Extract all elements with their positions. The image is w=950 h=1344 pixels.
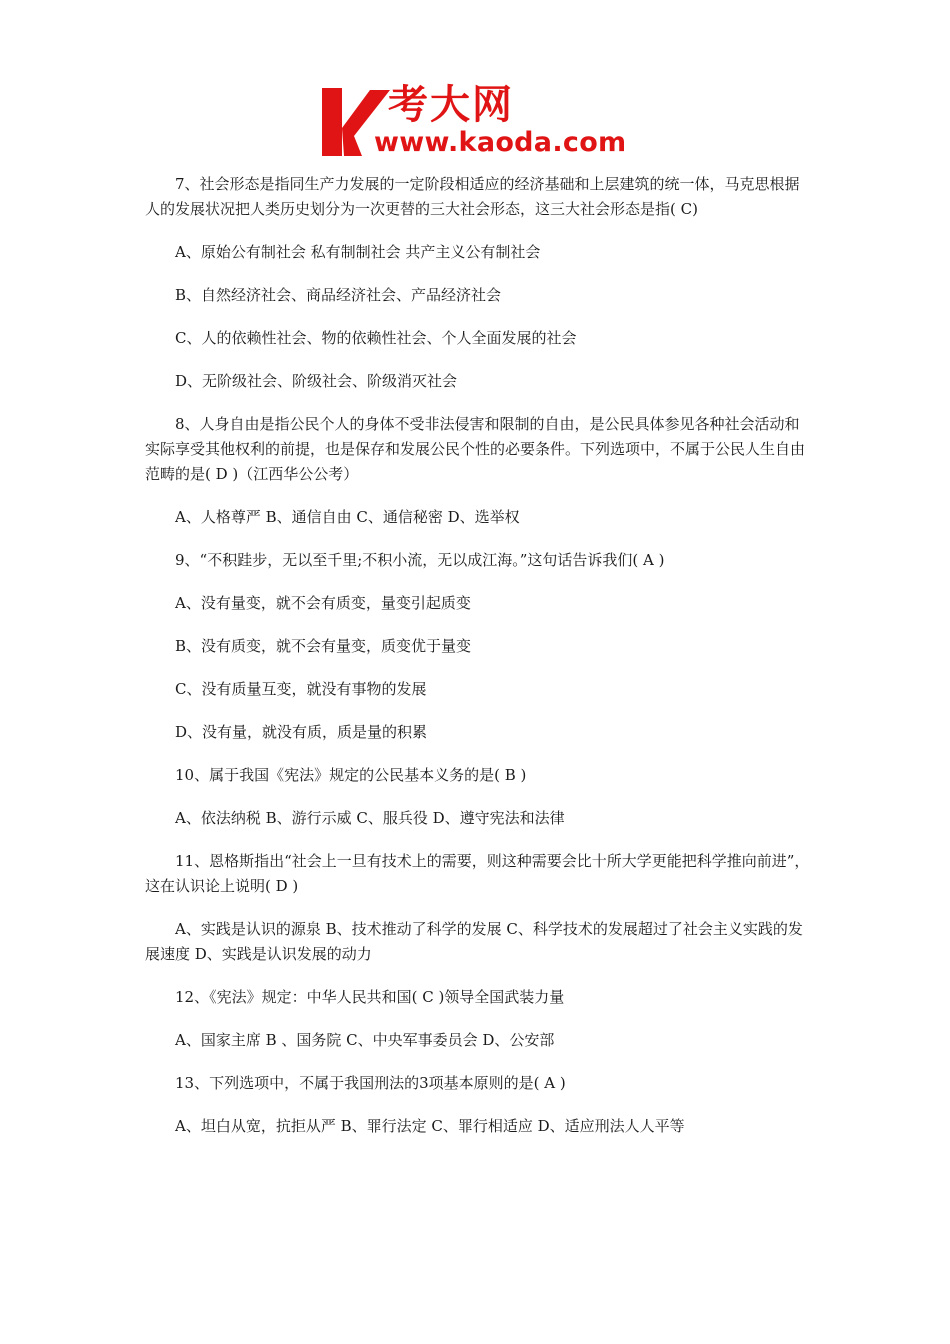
question-9-option-a: A、没有量变，就不会有质变，量变引起质变	[175, 594, 471, 612]
question-12: 12、《宪法》规定：中华人民共和国( C )领导全国武装力量	[175, 988, 565, 1006]
question-7-option-b: B、自然经济社会、商品经济社会、产品经济社会	[175, 286, 502, 304]
question-9: 9、“不积跬步，无以至千里;不积小流，无以成江海。”这句话告诉我们( A )	[175, 551, 665, 569]
question-8-options: A、人格尊严 B、通信自由 C、通信秘密 D、选举权	[175, 508, 520, 526]
question-10: 10、属于我国《宪法》规定的公民基本义务的是( B )	[175, 766, 527, 784]
question-7: 7、社会形态是指同生产力发展的一定阶段相适应的经济基础和上层建筑的统一体，马克思根据人的发展状况把人类历史划分为一次更替的三大社会形态，这三大社会形态是指( C)	[145, 175, 800, 218]
question-7-option-c: C、人的依赖性社会、物的依赖性社会、个人全面发展的社会	[175, 329, 577, 347]
question-12-options: A、国家主席 B 、国务院 C、中央军事委员会 D、公安部	[175, 1031, 555, 1049]
site-logo	[318, 82, 638, 160]
question-7-option-d: D、无阶级社会、阶级社会、阶级消灭社会	[175, 372, 458, 390]
logo-chinese-name: 考大网	[388, 82, 514, 128]
question-9-option-d: D、没有量，就没有质，质是量的积累	[175, 723, 428, 741]
logo-url: www.kaoda.com	[374, 127, 627, 158]
question-7-option-a: A、原始公有制社会 私有制制社会 共产主义公有制社会	[175, 243, 541, 261]
question-10-options: A、依法纳税 B、游行示威 C、服兵役 D、遵守宪法和法律	[175, 809, 565, 827]
question-11-options: A、实践是认识的源泉 B、技术推动了科学的发展 C、科学技术的发展超过了社会主义实践的发展速度 D、实践是认识发展的动力	[145, 920, 803, 963]
document-body	[145, 172, 810, 1157]
question-13: 13、下列选项中，不属于我国刑法的3项基本原则的是( A )	[175, 1074, 566, 1092]
question-8: 8、人身自由是指公民个人的身体不受非法侵害和限制的自由，是公民具体参见各种社会活动和实际享受其他权利的前提，也是保存和发展公民个性的必要条件。下列选项中，不属于公民人生自由范畴的是( D )（江西华公公考）	[145, 415, 806, 483]
question-11: 11、恩格斯指出“社会上一旦有技术上的需要，则这种需要会比十所大学更能把科学推向前进”，这在认识论上说明( D )	[145, 852, 810, 895]
question-9-option-c: C、没有质量互变，就没有事物的发展	[175, 680, 427, 698]
question-13-options: A、坦白从宽，抗拒从严 B、罪行法定 C、罪行相适应 D、适应刑法人人平等	[175, 1117, 685, 1135]
question-9-option-b: B、没有质变，就不会有量变，质变优于量变	[175, 637, 472, 655]
